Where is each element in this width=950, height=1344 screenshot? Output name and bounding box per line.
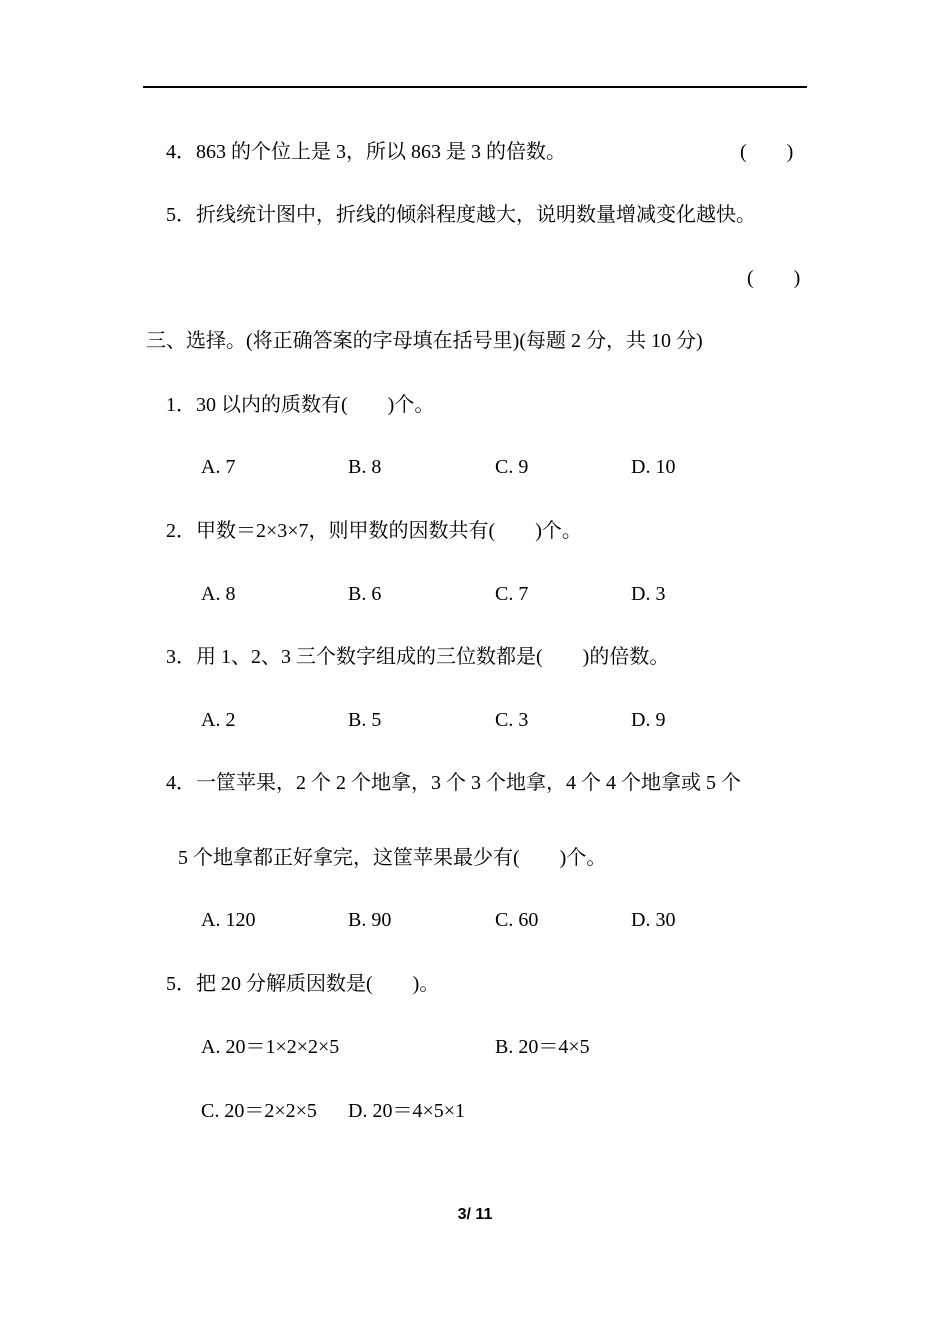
choice-question-3: 3．用 1、2、3 三个数字组成的三位数都是( )的倍数。 — [166, 646, 670, 668]
choice-question-4-line2: 5 个地拿都正好拿完，这筐苹果最少有( )个。 — [178, 847, 607, 869]
choice-question-2: 2．甲数＝2×3×7，则甲数的因数共有( )个。 — [166, 520, 582, 542]
page-number: 3/ 11 — [457, 1206, 493, 1223]
q4-option-c[interactable]: C. 60 — [495, 909, 539, 931]
section-3-title: 三、选择。(将正确答案的字母填在括号里)(每题 2 分，共 10 分) — [146, 330, 703, 352]
q1-option-c[interactable]: C. 9 — [495, 456, 529, 478]
q4-option-a[interactable]: A. 120 — [201, 909, 256, 931]
choice-question-4-line1: 4．一筐苹果，2 个 2 个地拿，3 个 3 个地拿，4 个 4 个地拿或 5 个 — [166, 772, 741, 794]
q2-option-d[interactable]: D. 3 — [631, 583, 666, 605]
q2-option-a[interactable]: A. 8 — [201, 583, 236, 605]
answer-paren-4[interactable]: ( ) — [740, 141, 794, 163]
q3-option-c[interactable]: C. 3 — [495, 709, 529, 731]
q5-option-a[interactable]: A. 20＝1×2×2×5 — [201, 1036, 340, 1058]
judge-question-5: 5．折线统计图中，折线的倾斜程度越大，说明数量增减变化越快。 — [166, 204, 756, 226]
q1-option-a[interactable]: A. 7 — [201, 456, 236, 478]
q4-option-d[interactable]: D. 30 — [631, 909, 676, 931]
choice-question-5: 5．把 20 分解质因数是( )。 — [166, 973, 440, 995]
q1-option-d[interactable]: D. 10 — [631, 456, 676, 478]
q3-option-d[interactable]: D. 9 — [631, 709, 666, 731]
judge-question-4: 4．863 的个位上是 3，所以 863 是 3 的倍数。 — [166, 141, 566, 163]
q5-option-c[interactable]: C. 20＝2×2×5 — [201, 1100, 317, 1122]
q2-option-c[interactable]: C. 7 — [495, 583, 529, 605]
q1-option-b[interactable]: B. 8 — [348, 456, 382, 478]
q2-option-b[interactable]: B. 6 — [348, 583, 382, 605]
q5-option-b[interactable]: B. 20＝4×5 — [495, 1036, 590, 1058]
q3-option-a[interactable]: A. 2 — [201, 709, 236, 731]
header-rule — [143, 86, 807, 88]
answer-paren-5[interactable]: ( ) — [747, 267, 801, 289]
q4-option-b[interactable]: B. 90 — [348, 909, 392, 931]
choice-question-1: 1．30 以内的质数有( )个。 — [166, 394, 435, 416]
q3-option-b[interactable]: B. 5 — [348, 709, 382, 731]
q5-option-d[interactable]: D. 20＝4×5×1 — [348, 1100, 466, 1122]
